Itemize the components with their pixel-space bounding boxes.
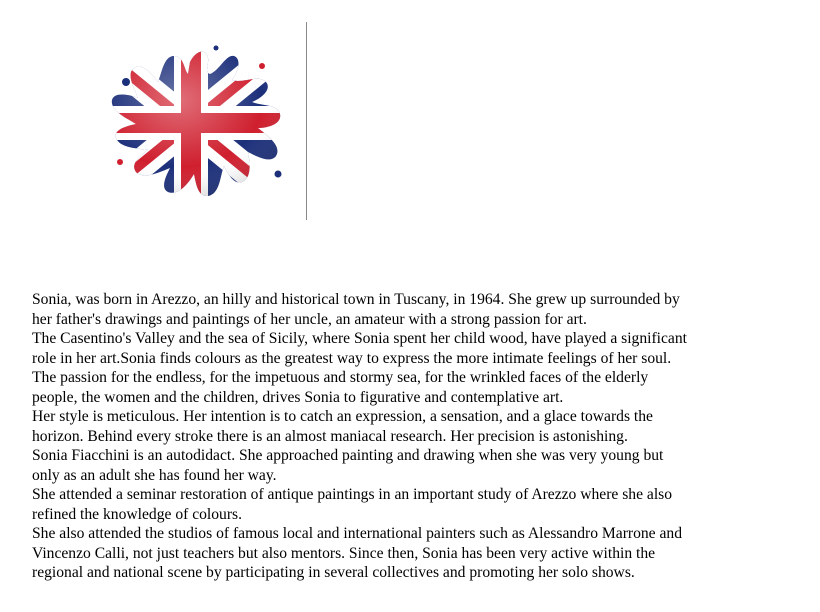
bio-line: She also attended the studios of famous local and international painters such as Alessandro Marrone and bbox=[32, 525, 683, 542]
biography-text bbox=[32, 290, 812, 583]
bio-line: her father's drawings and paintings of her uncle, an amateur with a strong passion for art. bbox=[32, 310, 587, 328]
bio-line: regional and national scene by participating in several collectives and promoting her solo shows. bbox=[32, 564, 635, 581]
bio-line: Sonia Fiacchini is an autodidact. She approached painting and drawing when she was very young but bbox=[32, 447, 664, 464]
vertical-divider bbox=[306, 22, 307, 220]
bio-line: Her style is meticulous. Her intention is to catch an expression, a sensation, and a glace towards the bbox=[32, 408, 653, 425]
bio-line: The passion for the endless, for the impetuous and stormy sea, for the wrinkled faces of the elderly bbox=[32, 369, 649, 386]
bio-line: Sonia, was born in Arezzo, an hilly and historical town in Tuscany, in 1964. She grew up surrounded by bbox=[32, 291, 680, 308]
bio-line: people, the women and the children, drives Sonia to figurative and contemplative art. bbox=[32, 388, 564, 406]
bio-line: only as an adult she has found her way. bbox=[32, 466, 277, 484]
bio-line: Vincenzo Calli, not just teachers but also mentors. Since then, Sonia has been very active within the bbox=[32, 544, 656, 562]
bio-line: refined the knowledge of colours. bbox=[32, 505, 243, 523]
bio-line: The Casentino's Valley and the sea of Sicily, where Sonia spent her child wood, have played a significant bbox=[32, 330, 687, 347]
bio-line: horizon. Behind every stroke there is an almost maniacal research. Her precision is astonishing. bbox=[32, 427, 628, 445]
bio-line: She attended a seminar restoration of antique paintings in an important study of Arezzo where she also bbox=[32, 486, 673, 503]
union-jack-splash-icon[interactable] bbox=[92, 44, 288, 204]
bio-line: role in her art.Sonia finds colours as the greatest way to express the more intimate feelings of her soul. bbox=[32, 349, 672, 367]
union-jack-splash-graphic bbox=[92, 44, 288, 204]
